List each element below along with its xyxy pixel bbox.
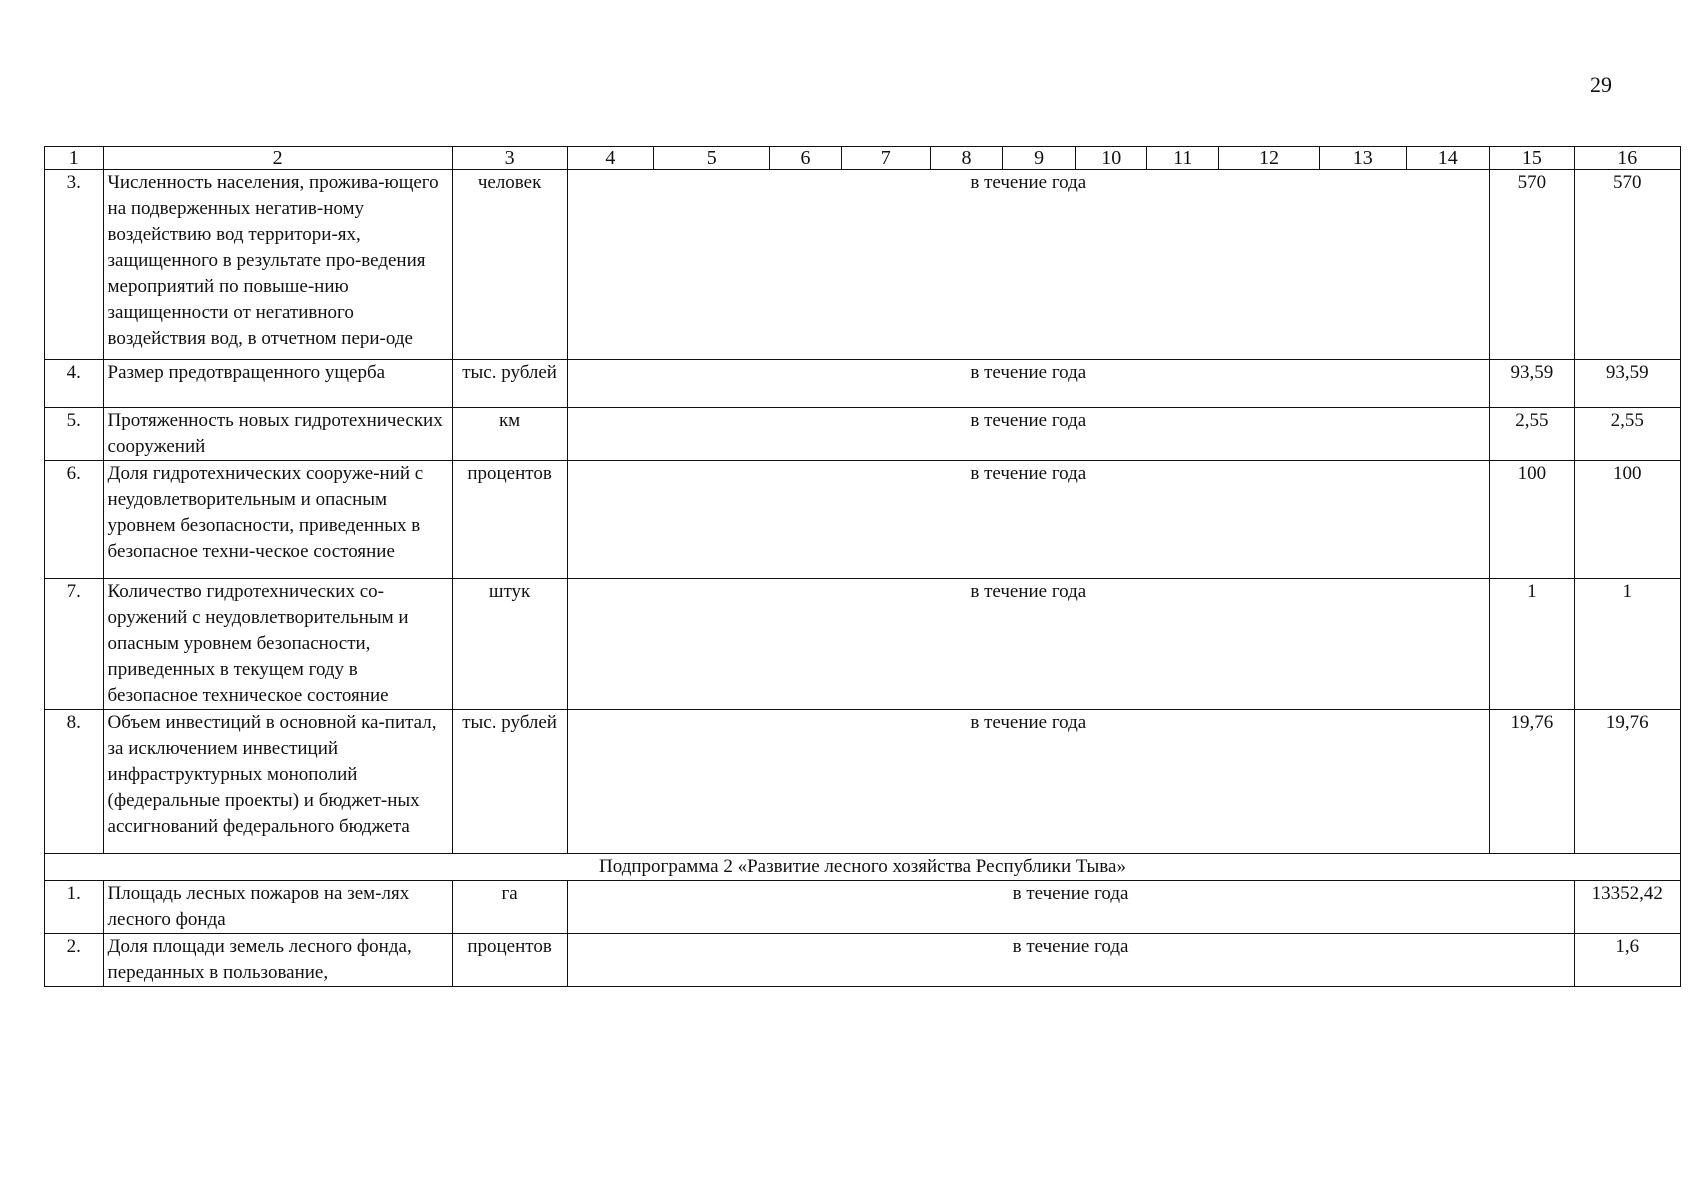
unit-of-measure: тыс. рублей — [452, 710, 567, 854]
row-number: 7. — [45, 579, 104, 710]
column-number-5: 5 — [654, 147, 770, 170]
unit-of-measure: человек — [452, 170, 567, 360]
table-row — [45, 408, 1681, 461]
column-number-6: 6 — [770, 147, 842, 170]
value-col-15: 100 — [1490, 461, 1575, 579]
period-cell: в течение года — [567, 934, 1574, 987]
indicators-table — [44, 146, 1681, 987]
period-cell: в течение года — [567, 408, 1490, 461]
unit-of-measure: процентов — [452, 934, 567, 987]
table-row — [45, 579, 1681, 710]
table-row — [45, 170, 1681, 360]
unit-of-measure: процентов — [452, 461, 567, 579]
period-cell: в течение года — [567, 881, 1574, 934]
unit-of-measure: тыс. рублей — [452, 360, 567, 408]
value-col-15: 1 — [1490, 579, 1575, 710]
period-cell: в течение года — [567, 461, 1490, 579]
indicator-name: Размер предотвращенного ущерба — [103, 360, 452, 408]
column-number-2: 2 — [103, 147, 452, 170]
subprogram-title: Подпрограмма 2 «Развитие лесного хозяйства Республики Тыва» — [45, 854, 1681, 881]
column-number-16: 16 — [1574, 147, 1680, 170]
value-col-16: 13352,42 — [1574, 881, 1680, 934]
row-number: 2. — [45, 934, 104, 987]
value-col-16: 1 — [1574, 579, 1680, 710]
value-col-15: 19,76 — [1490, 710, 1575, 854]
table-row — [45, 934, 1681, 987]
unit-of-measure: км — [452, 408, 567, 461]
column-number-15: 15 — [1490, 147, 1575, 170]
value-col-16: 1,6 — [1574, 934, 1680, 987]
period-cell: в течение года — [567, 579, 1490, 710]
column-number-row — [45, 147, 1681, 170]
row-number: 1. — [45, 881, 104, 934]
value-col-16: 19,76 — [1574, 710, 1680, 854]
value-col-16: 570 — [1574, 170, 1680, 360]
value-col-15: 2,55 — [1490, 408, 1575, 461]
row-number: 5. — [45, 408, 104, 461]
row-number: 8. — [45, 710, 104, 854]
indicator-name: Количество гидротехнических со-оружений с неудовлетворительным и опасным уровнем безопасности, приведенных в текущем году в безопасное техническое состояние — [103, 579, 452, 710]
column-number-13: 13 — [1319, 147, 1406, 170]
subprogram-row — [45, 854, 1681, 881]
table-row — [45, 461, 1681, 579]
period-cell: в течение года — [567, 170, 1490, 360]
row-number: 4. — [45, 360, 104, 408]
table-row — [45, 360, 1681, 408]
column-number-8: 8 — [930, 147, 1003, 170]
value-col-16: 2,55 — [1574, 408, 1680, 461]
value-col-16: 93,59 — [1574, 360, 1680, 408]
indicator-name: Численность населения, прожива-ющего на подверженных негатив-ному воздействию вод территори-ях, защищенного в результате про-ведения мероприятий по повыше-нию защищенности от негативного воздействия вод, в отчетном пери-оде — [103, 170, 452, 360]
table-row — [45, 881, 1681, 934]
column-number-3: 3 — [452, 147, 567, 170]
period-cell: в течение года — [567, 710, 1490, 854]
column-number-12: 12 — [1219, 147, 1320, 170]
unit-of-measure: штук — [452, 579, 567, 710]
value-col-15: 93,59 — [1490, 360, 1575, 408]
column-number-10: 10 — [1075, 147, 1147, 170]
column-number-1: 1 — [45, 147, 104, 170]
indicator-name: Доля площади земель лесного фонда, переданных в пользование, — [103, 934, 452, 987]
column-number-4: 4 — [567, 147, 654, 170]
page-number: 29 — [1590, 72, 1612, 97]
indicator-name: Площадь лесных пожаров на зем-лях лесного фонда — [103, 881, 452, 934]
row-number: 6. — [45, 461, 104, 579]
column-number-9: 9 — [1003, 147, 1076, 170]
column-number-7: 7 — [841, 147, 930, 170]
indicator-name: Доля гидротехнических сооруже-ний с неудовлетворительным и опасным уровнем безопасности, приведенных в безопасное техни-ческое состояние — [103, 461, 452, 579]
period-cell: в течение года — [567, 360, 1490, 408]
table-row — [45, 710, 1681, 854]
indicator-name: Объем инвестиций в основной ка-питал, за исключением инвестиций инфраструктурных монополий (федеральные проекты) и бюджет-ных ассигнований федерального бюджета — [103, 710, 452, 854]
value-col-16: 100 — [1574, 461, 1680, 579]
unit-of-measure: га — [452, 881, 567, 934]
indicator-name: Протяженность новых гидротехнических сооружений — [103, 408, 452, 461]
column-number-11: 11 — [1147, 147, 1219, 170]
row-number: 3. — [45, 170, 104, 360]
value-col-15: 570 — [1490, 170, 1575, 360]
column-number-14: 14 — [1406, 147, 1489, 170]
table-body — [45, 147, 1681, 987]
